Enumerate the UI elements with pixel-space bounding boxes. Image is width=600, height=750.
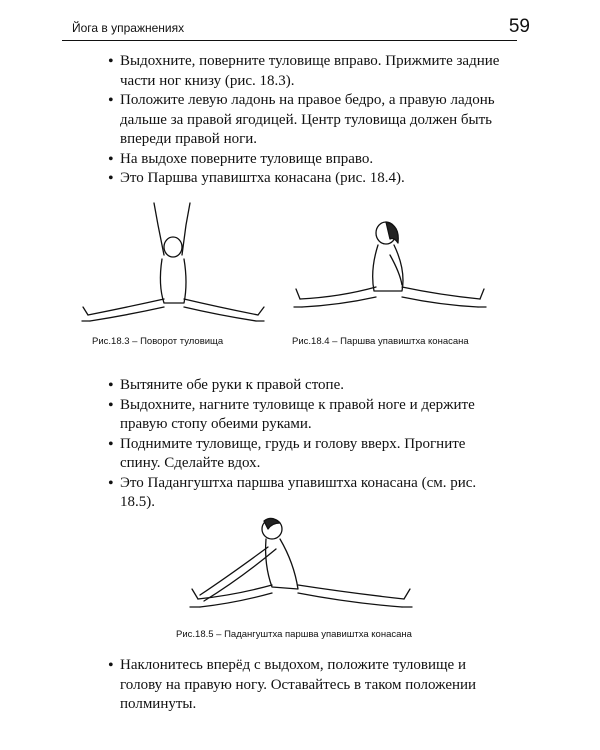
instruction-item: • Это Паршва упавиштха конасана (рис. 18.4). [108, 169, 508, 189]
figure-18-4-illustration [290, 215, 490, 325]
figure-18-4-caption: Рис.18.4 – Паршва упавиштха конасана [292, 336, 469, 347]
instruction-item: • Выдохните, нагните туловище к правой ноге и держите правую стопу обеими руками. [108, 396, 508, 435]
instruction-item: • Это Падангуштха паршва упавиштха конасана (см. рис. 18.5). [108, 474, 508, 513]
figure-18-4-torso [373, 245, 403, 291]
instruction-item: • Вытяните обе руки к правой стопе. [108, 376, 508, 396]
figure-18-3-head [164, 237, 182, 257]
instruction-list-3 [108, 656, 508, 715]
instruction-list-2 [108, 376, 508, 513]
running-title: Йога в упражнениях [72, 21, 185, 35]
figure-18-5-caption: Рис.18.5 – Падангуштха паршва упавиштха конасана [176, 629, 412, 640]
figure-18-5-left-foot [190, 589, 200, 607]
figure-18-5-torso [266, 539, 298, 589]
figure-18-4-left-leg [300, 287, 376, 307]
figure-18-4-left-foot [294, 289, 302, 307]
page-header [62, 16, 530, 42]
figure-18-3-left-leg [88, 299, 164, 321]
figure-18-3-right-leg [184, 299, 258, 321]
instruction-list-1 [108, 52, 508, 189]
figure-18-3-illustration [78, 195, 278, 330]
instruction-item: • Выдохните, поверните туловище вправо. Прижмите задние части ног книзу (рис. 18.3). [108, 52, 508, 91]
figure-18-5-right-foot [402, 589, 412, 607]
figure-18-5-illustration [180, 515, 420, 615]
figure-18-4-hair [386, 222, 398, 243]
figure-18-3-right-foot [256, 307, 264, 321]
header-divider [62, 40, 517, 41]
instruction-item: • Положите левую ладонь на правое бедро, а правую ладонь дальше за правой ягодицей. Центр туловища должен быть впереди правой ноги. [108, 91, 508, 150]
figure-18-4-right-foot [478, 289, 486, 307]
figure-18-4-right-leg [402, 287, 480, 307]
figure-18-3-left-arm [154, 203, 164, 255]
instruction-item: • Поднимите туловище, грудь и голову вверх. Прогните спину. Сделайте вдох. [108, 435, 508, 474]
figure-18-3-caption: Рис.18.3 – Поворот туловища [92, 336, 224, 347]
figure-18-3-left-foot [82, 307, 90, 321]
figure-18-3-torso [160, 259, 186, 303]
instruction-item: • На выдохе поверните туловище вправо. [108, 150, 508, 170]
figure-18-3-right-arm [182, 203, 190, 255]
instruction-item: • Наклонитесь вперёд с выдохом, положите туловище и голову на правую ногу. Оставайтесь в таком положении полминуты. [108, 656, 508, 715]
figure-18-5-right-leg [298, 585, 404, 607]
page-number: 59 [508, 16, 530, 37]
